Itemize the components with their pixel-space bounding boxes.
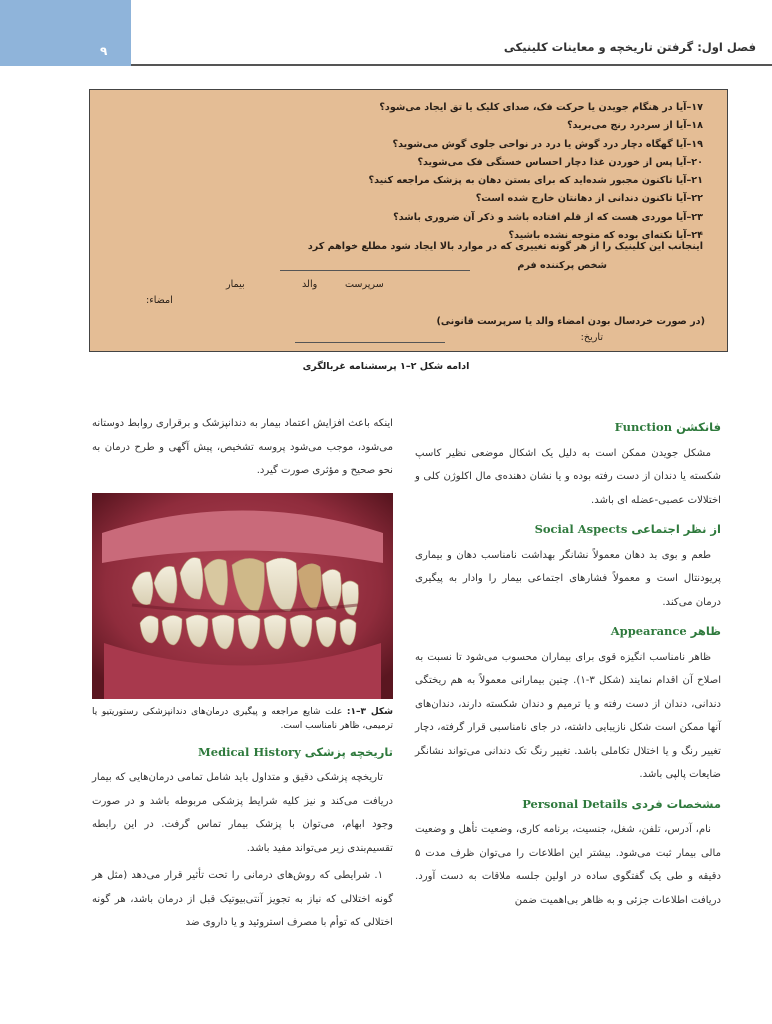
question-22: ۲۲–آیا تاکنون دندانی از دهانتان خارج شده است؟ bbox=[475, 193, 703, 205]
question-20: ۲۰–آیا پس از خوردن غذا دچار احساس خستگی فک می‌شوید؟ bbox=[417, 156, 703, 168]
appearance-heading-en: Appearance bbox=[610, 624, 687, 638]
form-filler-blank-line bbox=[280, 270, 470, 271]
left-column bbox=[92, 412, 393, 939]
figure-3-1-label: شکل ۳–۱: bbox=[346, 706, 393, 717]
figure-3-1-caption bbox=[92, 705, 393, 733]
figure-3-1-text: علت شایع مراجعه و پیگیری درمان‌های دندانپزشکی رستوریتیو یا ترمیمی، ظاهر نامناسب است. bbox=[92, 706, 393, 731]
header-rule bbox=[131, 64, 772, 66]
questions-list bbox=[369, 99, 703, 245]
appearance-heading-fa: ظاهر bbox=[690, 624, 721, 638]
question-17: ۱۷–آیا در هنگام جویدن یا حرکت فک، صدای کلیک یا تق ایجاد می‌شود؟ bbox=[379, 102, 703, 113]
function-heading-fa: فانکشن bbox=[676, 420, 721, 434]
role-patient-option: بیمار bbox=[226, 279, 245, 290]
signature-label: امضاء: bbox=[146, 295, 173, 306]
medical-history-paragraph: تاریخچه پزشکی دقیق و متداول باید شامل تمامی درمان‌هایی که بیمار دریافت می‌کند و نیز کلیه شرایط پزشکی مربوطه باشد و در صورت وجود ابهام، می‌توان با پزشک بیمار تماس گرفت. در این رابطه تقسیم‌بندی زیر می‌تواند مفید باشد. bbox=[92, 772, 393, 854]
form-filler-label: شخص پرکننده فرم bbox=[517, 260, 607, 271]
minor-signature-note: (در صورت خردسال بودن امضاء والد یا سرپرست قانونی) bbox=[436, 316, 705, 327]
consent-statement: اینجانب این کلینیک را از هر گونه تغییری که در موارد بالا ایجاد شود مطلع خواهم کرد bbox=[307, 241, 703, 252]
screening-questionnaire-box bbox=[89, 89, 728, 352]
medical-heading-en: Medical History bbox=[198, 744, 301, 759]
questionnaire-caption: ادامه شکل ۲–۱ پرسشنامه غربالگری bbox=[302, 361, 470, 372]
date-label: تاریخ: bbox=[580, 332, 603, 343]
social-heading bbox=[415, 518, 721, 542]
clinical-teeth-photo bbox=[92, 493, 393, 699]
social-heading-en: Social Aspects bbox=[534, 522, 628, 536]
chapter-title: فصل اول: گرفتن تاریخچه و معاینات کلینیکی bbox=[503, 40, 756, 54]
page-number: ۹ bbox=[100, 44, 108, 58]
social-heading-fa: از نظر اجتماعی bbox=[631, 522, 721, 536]
function-heading-en: Function bbox=[614, 420, 673, 434]
medical-history-heading bbox=[92, 741, 393, 765]
question-18: ۱۸–آیا از سردرد رنج می‌برید؟ bbox=[567, 120, 703, 132]
personal-heading-fa: مشخصات فردی bbox=[631, 796, 721, 811]
role-parent-option: والد bbox=[302, 279, 318, 290]
personal-paragraph: نام، آدرس، تلفن، شغل، جنسیت، برنامه کاری، وضعیت تأهل و وضعیت مالی بیمار ثبت می‌شود. بیشتر این اطلاعات را می‌توان ظرف مدت ۵ دقیقه و طی یک گفتگوی ساده در اولین جلسه ملاقات به دست آورد. دریافت اطلاعات جزئی و به ظاهر بی‌اهمیت ضمن bbox=[415, 824, 721, 906]
question-23: ۲۳–آیا موردی هست که از قلم افتاده باشد و ذکر آن ضروری باشد؟ bbox=[393, 211, 703, 223]
role-guardian-option: سرپرست bbox=[345, 279, 384, 290]
medical-heading-fa: تاریخچه پزشکی bbox=[304, 744, 393, 759]
question-21: ۲۱–آیا تاکنون مجبور شده‌اید که برای بستن دهان به پزشک مراجعه کنید؟ bbox=[368, 175, 703, 187]
personal-heading bbox=[415, 793, 721, 817]
social-paragraph: طعم و بوی بد دهان معمولاً نشانگر بهداشت نامناسب دهان و بیماری پریودنتال است و معمولاً فشارهای اجتماعی بیمار را وادار به پیگیری درمان می‌کند. bbox=[415, 549, 721, 608]
date-blank-line bbox=[295, 342, 445, 343]
right-column bbox=[415, 410, 721, 916]
appearance-paragraph: ظاهر نامناسب انگیزه قوی برای بیماران محسوب می‌شود تا نسبت به اصلاح آن اقدام نمایند (شکل ۳-۱). چنین بیمارانی معمولاً به هم ریختگی دندانی، دندان از دست رفته و یا ترمیم و دندان شکسته دارند، دندان‌های آنها ممکن است شکل نازیبایی داشته، در جای نامناسبی قرار گرفته، دچار تغییر رنگ و یا اختلال تکاملی باشد. تغییر رنگ تک دندانی می‌تواند نشانگر ضایعات پالپی باشد. bbox=[415, 651, 721, 780]
medical-item-1: ۱. شرایطی که روش‌های درمانی را تحت تأثیر قرار می‌دهد (مثل هر گونه اختلالی که نیاز به تجویز آنتی‌بیوتیک قبل از درمان باشد، هر گونه اختلالی که توأم با مصرف استروئید و یا داروی ضد bbox=[92, 870, 393, 928]
personal-heading-en: Personal Details bbox=[522, 796, 628, 811]
function-heading bbox=[415, 416, 721, 440]
appearance-heading bbox=[415, 620, 721, 644]
question-19: ۱۹–آیا گهگاه دچار درد گوش یا درد در نواحی جلوی گوش می‌شوید؟ bbox=[392, 138, 703, 150]
intro-paragraph: اینکه باعث افزایش اعتماد بیمار به دندانپزشک و برقراری روابط دوستانه می‌شود، موجب می‌شود پروسه تشخیص، پیش آگهی و طرح درمان به نحو صحیح و مؤثری صورت گیرد. bbox=[92, 418, 393, 476]
question-24: ۲۴–آیا نکته‌ای بوده که متوجه نشده باشید؟ bbox=[508, 230, 703, 242]
function-paragraph: مشکل جویدن ممکن است به دلیل یک اشکال موضعی نظیر کاسپ شکسته یا دندان از دست رفته بوده و یا نشان دهنده‌ی مال اکلوژن کلی و اختلالات عصبی-عضله ای باشد. bbox=[415, 447, 721, 506]
